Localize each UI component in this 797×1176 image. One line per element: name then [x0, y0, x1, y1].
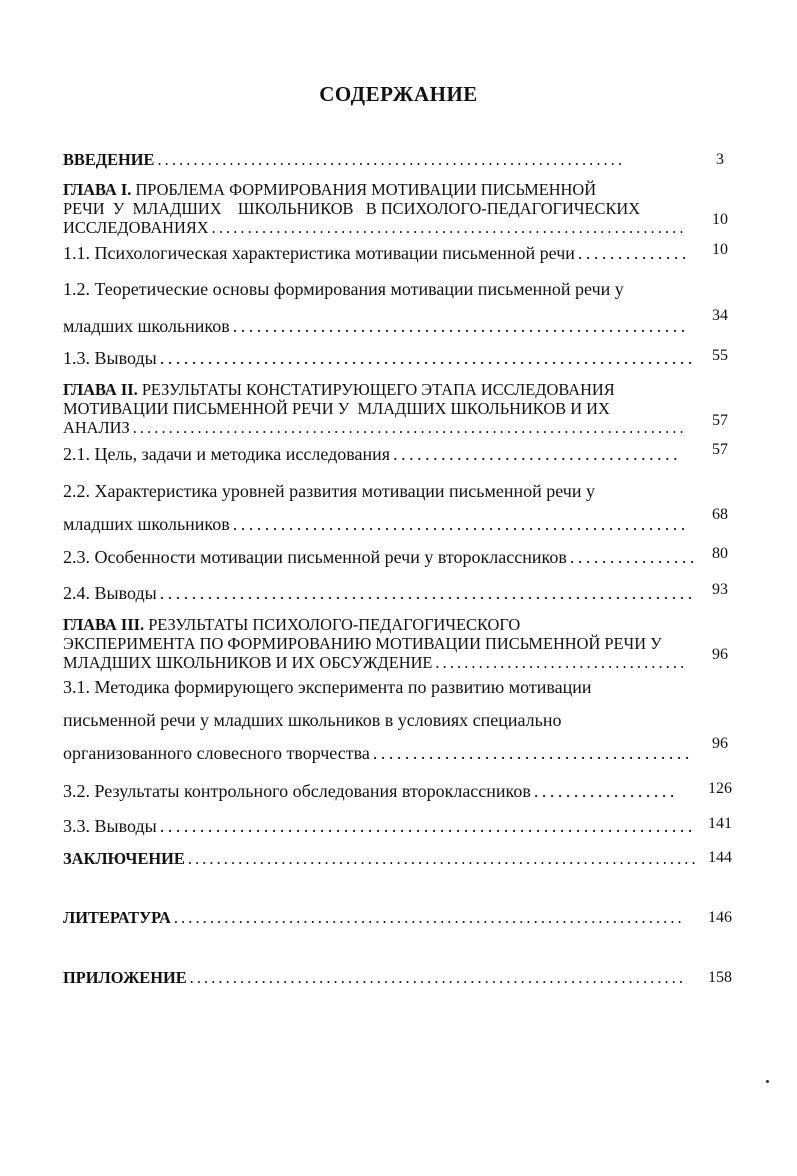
chapter-title-line: РЕЧИ У МЛАДШИХ ШКОЛЬНИКОВ В ПСИХОЛОГО-ПЕДАГОГИЧЕСКИХ	[63, 199, 641, 218]
chapter-title-line: МОТИВАЦИИ ПИСЬМЕННОЙ РЕЧИ У МЛАДШИХ ШКОЛЬНИКОВ И ИХ	[63, 399, 610, 418]
toc-label: ПРИЛОЖЕНИЕ	[63, 968, 187, 987]
toc-label: 3.3. Выводы	[63, 816, 157, 836]
chapter-head: ГЛАВА II.	[63, 380, 138, 399]
leader-dots	[534, 780, 677, 802]
toc-page-number: 93	[712, 581, 728, 598]
toc-label: письменной речи у младших школьников в условиях специально	[63, 710, 562, 730]
toc-page-number: 96	[712, 735, 728, 752]
leader-dots	[160, 815, 695, 837]
toc-page-number: 80	[712, 545, 728, 562]
leader-dots	[570, 546, 695, 568]
toc-label: ЗАКЛЮЧЕНИЕ	[63, 849, 185, 868]
toc-label: 1.2. Теоретические основы формирования мотивации письменной речи у	[63, 279, 624, 299]
chapter-title-line: РЕЗУЛЬТАТЫ ПСИХОЛОГО-ПЕДАГОГИЧЕСКОГО	[148, 615, 521, 634]
toc-page-number: 68	[712, 506, 728, 523]
toc-page-number: 144	[708, 849, 732, 866]
toc-entry-2-1	[63, 443, 697, 462]
leader-dots	[133, 418, 685, 437]
toc-page-number: 146	[708, 909, 732, 926]
toc-page-number: 141	[708, 815, 732, 832]
chapter-title-line: АНАЛИЗ	[63, 418, 130, 437]
chapter-title-line: ЭКСПЕРИМЕНТА ПО ФОРМИРОВАНИЮ МОТИВАЦИИ ПИСЬМЕННОЙ РЕЧИ У	[63, 634, 662, 653]
toc-label: 2.4. Выводы	[63, 583, 157, 603]
toc-entry-appendix	[63, 968, 697, 987]
toc-entry-3-1	[63, 676, 697, 761]
scan-speck	[766, 1080, 769, 1083]
toc-page-number: 10	[712, 241, 728, 258]
toc-entry-1-3	[63, 347, 697, 366]
leader-dots	[190, 968, 685, 987]
toc-entry-3-3	[63, 815, 697, 834]
leader-dots	[373, 742, 689, 764]
toc-entry-intro	[63, 150, 697, 169]
toc-label: 2.1. Цель, задачи и методика исследования	[63, 444, 391, 464]
toc-page-number: 55	[712, 347, 728, 364]
leader-dots	[212, 218, 685, 237]
toc-entry-chapter-2	[63, 380, 697, 437]
toc-entry-literature	[63, 908, 697, 927]
toc-label: организованного словесного творчества	[63, 743, 370, 763]
leader-dots	[393, 443, 679, 465]
leader-dots	[233, 315, 685, 337]
leader-dots	[160, 582, 695, 604]
toc-entry-1-1	[63, 242, 697, 261]
toc-entry-2-3	[63, 546, 697, 565]
toc-entry-chapter-1	[63, 180, 697, 237]
leader-dots	[160, 347, 695, 369]
toc-label: 3.1. Методика формирующего эксперимента по развитию мотивации	[63, 677, 592, 697]
toc-page-number: 96	[712, 646, 728, 663]
toc-entry-chapter-3	[63, 615, 697, 672]
leader-dots	[157, 150, 623, 169]
toc-label: 1.3. Выводы	[63, 348, 157, 368]
toc-entry-conclusion	[63, 849, 697, 868]
leader-dots	[188, 849, 695, 868]
leader-dots	[233, 513, 685, 535]
chapter-title-line: ИССЛЕДОВАНИЯХ	[63, 218, 209, 237]
page-title: СОДЕРЖАНИЕ	[319, 82, 478, 106]
toc-entry-2-2	[63, 480, 697, 532]
toc-entry-3-2	[63, 780, 697, 799]
toc-entry-2-4	[63, 582, 697, 601]
toc-label: ЛИТЕРАТУРА	[63, 908, 171, 927]
toc-label: 2.2. Характеристика уровней развития мотивации письменной речи у	[63, 481, 595, 501]
chapter-title-line: ПРОБЛЕМА ФОРМИРОВАНИЯ МОТИВАЦИИ ПИСЬМЕННОЙ	[135, 180, 597, 199]
leader-dots	[435, 653, 687, 672]
toc-label: 2.3. Особенности мотивации письменной речи у второклассников	[63, 547, 567, 567]
toc-label: 3.2. Результаты контрольного обследования второклассников	[63, 781, 531, 801]
leader-dots	[174, 908, 685, 927]
toc-label: 1.1. Психологическая характеристика мотивации письменной речи	[63, 243, 575, 263]
toc-page-number: 10	[712, 211, 728, 228]
toc-page-number: 34	[712, 307, 728, 324]
leader-dots	[578, 242, 687, 264]
toc-page-number: 3	[716, 151, 724, 168]
chapter-title-line: РЕЗУЛЬТАТЫ КОНСТАТИРУЮЩЕГО ЭТАПА ИССЛЕДОВАНИЯ	[141, 380, 615, 399]
toc-label: ВВЕДЕНИЕ	[63, 150, 155, 169]
toc-page-number: 158	[708, 969, 732, 986]
chapter-head: ГЛАВА III.	[63, 615, 145, 634]
toc-page-number: 126	[708, 780, 732, 797]
toc-page-number: 57	[712, 412, 728, 429]
toc-label: младших школьников	[63, 316, 230, 336]
chapter-title-line: МЛАДШИХ ШКОЛЬНИКОВ И ИХ ОБСУЖДЕНИЕ	[63, 653, 433, 672]
toc-label: младших школьников	[63, 514, 230, 534]
toc-page-number: 57	[712, 441, 728, 458]
toc-entry-1-2	[63, 278, 697, 334]
chapter-head: ГЛАВА I.	[63, 180, 132, 199]
